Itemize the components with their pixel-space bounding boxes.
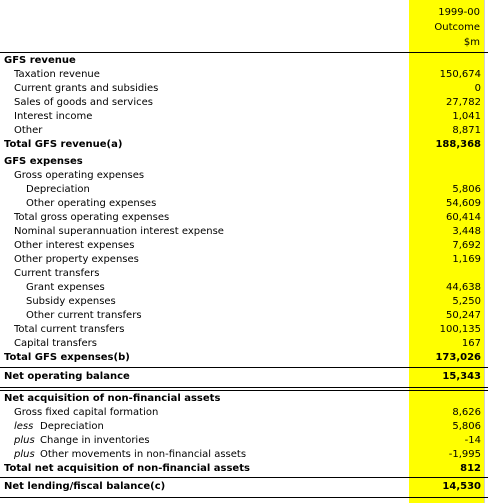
- row-label: Current transfers: [14, 268, 100, 279]
- column-header-type: Outcome: [434, 22, 480, 33]
- row-label: Other property expenses: [14, 254, 139, 265]
- row-gfs-revenue: [0, 54, 488, 68]
- row-value: 173,026: [435, 352, 481, 363]
- row-label: Depreciation: [40, 421, 104, 432]
- row-prefix: less: [14, 421, 34, 432]
- row-label: Total current transfers: [14, 324, 125, 335]
- row-label: Other: [14, 125, 43, 136]
- row-value: 1,041: [452, 111, 481, 122]
- row-value: 188,368: [435, 139, 481, 150]
- row-gross-fixed-capital: [0, 406, 488, 420]
- row-label: Current grants and subsidies: [14, 83, 159, 94]
- row-value: 5,250: [452, 296, 481, 307]
- row-label: Net lending/fiscal balance(c): [4, 481, 166, 492]
- row-label: Subsidy expenses: [26, 296, 116, 307]
- row-value: 1,169: [452, 254, 481, 265]
- row-other-operating: [0, 197, 488, 211]
- row-label: Other operating expenses: [26, 198, 157, 209]
- row-grant-expenses: [0, 281, 488, 295]
- row-value: 5,806: [452, 421, 481, 432]
- column-header-year: 1999-00: [438, 7, 480, 18]
- row-value: 812: [460, 463, 481, 474]
- row-label: Total GFS expenses(b): [4, 352, 130, 363]
- row-sales-goods: [0, 96, 488, 110]
- row-label: Taxation revenue: [14, 69, 100, 80]
- row-gross-operating: [0, 169, 488, 183]
- row-total-gross-operating: [0, 211, 488, 225]
- row-value: 5,806: [452, 184, 481, 195]
- row-interest-income: [0, 110, 488, 124]
- row-value: 8,871: [452, 125, 481, 136]
- column-header-unit: $m: [463, 37, 480, 48]
- row-prefix: plus: [14, 435, 35, 446]
- row-label: Other movements in non-financial assets: [40, 449, 247, 460]
- row-label: GFS revenue: [4, 55, 76, 66]
- row-label: Total GFS revenue(a): [4, 139, 123, 150]
- row-label: Net acquisition of non-financial assets: [4, 393, 221, 404]
- row-net-lending: [0, 480, 488, 494]
- row-label: Grant expenses: [26, 282, 105, 293]
- row-other-current-transfers: [0, 309, 488, 323]
- row-label: GFS expenses: [4, 156, 83, 167]
- divider: [0, 367, 488, 368]
- row-label: Gross fixed capital formation: [14, 407, 159, 418]
- row-other-movements: [0, 448, 488, 462]
- row-total-current-transfers: [0, 323, 488, 337]
- row-value: 150,674: [439, 69, 481, 80]
- row-super-interest: [0, 225, 488, 239]
- row-value: -14: [464, 435, 481, 446]
- row-label: Interest income: [14, 111, 93, 122]
- row-value: 3,448: [452, 226, 481, 237]
- row-taxation-revenue: [0, 68, 488, 82]
- header-divider: [0, 52, 488, 53]
- row-value: 15,343: [442, 371, 481, 382]
- row-other-property: [0, 253, 488, 267]
- row-depreciation: [0, 183, 488, 197]
- row-label: Depreciation: [26, 184, 90, 195]
- row-value: 27,782: [446, 97, 481, 108]
- row-value: 8,626: [452, 407, 481, 418]
- row-label: Nominal superannuation interest expense: [14, 226, 224, 237]
- row-net-acquisition: [0, 392, 488, 406]
- row-other-interest: [0, 239, 488, 253]
- row-label: Total gross operating expenses: [14, 212, 170, 223]
- row-net-operating-balance: [0, 370, 488, 384]
- row-value: 0: [474, 83, 481, 94]
- row-value: 167: [461, 338, 481, 349]
- row-gfs-expenses: [0, 155, 488, 169]
- row-label: Other interest expenses: [14, 240, 135, 251]
- row-value: 54,609: [446, 198, 481, 209]
- row-label: Sales of goods and services: [14, 97, 153, 108]
- row-total-net-acquisition: [0, 462, 488, 476]
- row-value: 7,692: [452, 240, 481, 251]
- row-subsidy-expenses: [0, 295, 488, 309]
- row-less-depreciation: [0, 420, 488, 434]
- row-other-revenue: [0, 124, 488, 138]
- row-prefix: plus: [14, 449, 35, 460]
- divider: [0, 477, 488, 478]
- row-value: 100,135: [439, 324, 481, 335]
- row-value: -1,995: [448, 449, 481, 460]
- row-value: 60,414: [446, 212, 481, 223]
- row-change-inventories: [0, 434, 488, 448]
- row-label: Other current transfers: [26, 310, 142, 321]
- row-current-grants: [0, 82, 488, 96]
- double-divider: [0, 387, 488, 391]
- row-total-gfs-expenses: [0, 351, 488, 365]
- row-capital-transfers: [0, 337, 488, 351]
- row-label: Gross operating expenses: [14, 170, 145, 181]
- row-label: Capital transfers: [14, 338, 97, 349]
- row-value: 50,247: [446, 310, 481, 321]
- row-label: Total net acquisition of non-financial assets: [4, 463, 250, 474]
- row-value: 14,530: [442, 481, 481, 492]
- row-total-gfs-revenue: [0, 138, 488, 152]
- bottom-divider: [0, 497, 488, 498]
- row-current-transfers: [0, 267, 488, 281]
- row-label: Net operating balance: [4, 371, 130, 382]
- row-label: Change in inventories: [40, 435, 150, 446]
- row-value: 44,638: [446, 282, 481, 293]
